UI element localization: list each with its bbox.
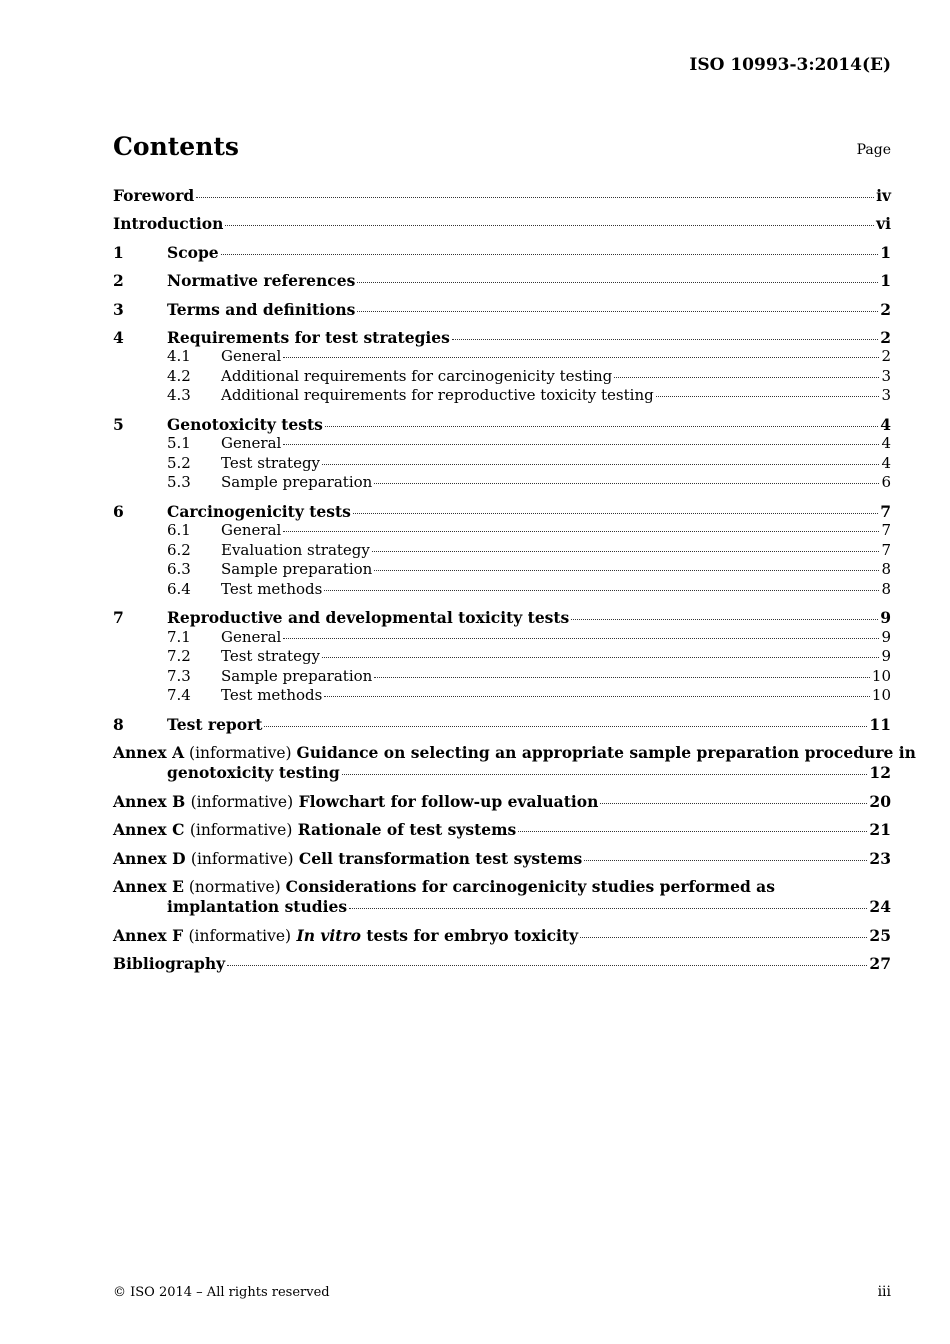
toc-entry-introduction[interactable] (113, 214, 891, 234)
toc-entry-page: 10 (871, 686, 891, 705)
dot-leader (283, 531, 879, 532)
toc-entry-annex-a[interactable] (113, 742, 916, 783)
subclause-label: Sample preparation (221, 473, 373, 492)
annex-type: (informative) (189, 821, 293, 840)
dot-leader (584, 860, 867, 861)
subclause-number: 5.2 (167, 453, 191, 472)
subclause-label: Additional requirements for reproductive toxicity testing (221, 386, 654, 405)
toc-entry-clause-1[interactable] (113, 243, 891, 263)
toc-entry-page: 11 (869, 714, 891, 734)
dot-leader (324, 696, 870, 697)
subclause-number: 7.3 (167, 666, 191, 685)
toc-entry-page: vi (876, 214, 891, 234)
toc-entry-page: 6 (881, 473, 891, 492)
dot-leader (372, 551, 880, 552)
subclause-label: Sample preparation (221, 666, 373, 685)
toc-entry-page: iv (876, 186, 891, 205)
toc-entry-label: Foreword (113, 186, 195, 205)
dot-leader (580, 937, 867, 938)
subclause-label: General (221, 347, 282, 366)
toc-entry-subclause-6-1[interactable] (113, 521, 891, 541)
clause-list (113, 243, 891, 734)
subclause-label: Test methods (221, 686, 323, 705)
footer-page-number: iii (877, 1284, 891, 1300)
clause-number: 6 (113, 501, 124, 521)
dot-leader (322, 464, 879, 465)
dot-leader (264, 726, 867, 727)
annex-title-line2: implantation studies (167, 897, 348, 917)
clause-label: Reproductive and developmental toxicity tests (167, 608, 570, 628)
footer-copyright: © ISO 2014 – All rights reserved (113, 1285, 330, 1300)
subclause-label: Sample preparation (221, 560, 373, 579)
subclause-number: 7.2 (167, 647, 191, 666)
dot-leader (221, 254, 879, 255)
toc-entry-page: 7 (880, 501, 891, 521)
dot-leader (353, 513, 878, 514)
toc-entry-page: 1 (880, 271, 891, 291)
toc-entry-page: 7 (881, 521, 891, 540)
toc-entry-page: 9 (880, 608, 891, 628)
clause-number: 3 (113, 299, 124, 319)
toc-entry-page: 4 (880, 414, 891, 434)
subclause-label: Test methods (221, 579, 323, 598)
clause-label: Normative references (167, 271, 356, 291)
dot-leader (357, 311, 878, 312)
toc-entry-page: 20 (869, 791, 891, 811)
annex-name: Annex B (113, 791, 186, 811)
toc-entry-page: 2 (880, 299, 891, 319)
toc-entry-annex-e[interactable] (113, 877, 891, 917)
toc-entry-page: 10 (871, 666, 891, 685)
toc-entry-annex-d[interactable] (113, 849, 891, 869)
toc-entry-page: 7 (881, 540, 891, 559)
toc-entry-page: 1 (880, 242, 891, 262)
toc-entry-page: 9 (881, 647, 891, 666)
dot-leader (374, 677, 870, 678)
toc-entry-clause-4[interactable] (113, 328, 891, 348)
clause-number: 8 (113, 714, 124, 734)
dot-leader (227, 965, 867, 966)
annex-type: (informative) (188, 926, 292, 945)
toc-entry-subclause-6-3[interactable] (113, 560, 891, 580)
toc-entry-clause-5[interactable] (113, 415, 891, 435)
dot-leader (518, 831, 867, 832)
annex-type: (informative) (189, 743, 292, 762)
toc-entry-subclause-4-2[interactable] (113, 367, 891, 387)
toc-entry-annex-f[interactable] (113, 926, 891, 946)
toc-entry-subclause-6-4[interactable] (113, 580, 891, 600)
clause-number: 4 (113, 327, 124, 347)
toc-entry-page: 24 (869, 897, 891, 917)
clause-label: Requirements for test strategies (167, 327, 450, 347)
subclause-number: 6.1 (167, 521, 191, 540)
toc-entry-annex-b[interactable] (113, 792, 891, 812)
toc-entry-subclause-7-3[interactable] (113, 667, 891, 687)
dot-leader (283, 357, 879, 358)
clause-number: 7 (113, 608, 124, 628)
subclause-number: 6.4 (167, 579, 191, 598)
toc-entry-clause-3[interactable] (113, 300, 891, 320)
dot-leader (342, 774, 868, 775)
toc-entry-foreword[interactable] (113, 186, 891, 206)
page-column-label: Page (856, 142, 891, 158)
toc-entry-page: 4 (881, 434, 891, 453)
toc-entry-clause-6[interactable] (113, 502, 891, 522)
subclause-label: General (221, 434, 282, 453)
toc-entry-page: 8 (881, 560, 891, 579)
subclause-label: Test strategy (221, 647, 321, 666)
subclause-label: General (221, 521, 282, 540)
annex-title: tests for embryo toxicity (366, 925, 579, 945)
annex-name: Annex D (113, 848, 186, 868)
toc-entry-page: 12 (869, 763, 891, 783)
toc-entry-subclause-7-1[interactable] (113, 628, 891, 648)
annex-type: (normative) (188, 877, 281, 896)
toc-entry-page: 9 (881, 627, 891, 646)
table-of-contents (113, 186, 916, 974)
clause-number: 2 (113, 271, 124, 291)
toc-entry-clause-8[interactable] (113, 715, 891, 735)
dot-leader (283, 444, 879, 445)
subclause-number: 7.4 (167, 686, 191, 705)
toc-entry-page: 4 (881, 453, 891, 472)
subclause-label: Test strategy (221, 453, 321, 472)
toc-entry-page: 2 (880, 327, 891, 347)
subclause-number: 4.1 (167, 347, 191, 366)
dot-leader (614, 377, 879, 378)
clause-number: 5 (113, 414, 124, 434)
dot-leader (656, 396, 880, 397)
toc-entry-subclause-4-1[interactable] (113, 347, 891, 367)
toc-entry-bibliography[interactable] (113, 954, 891, 974)
dot-leader (374, 483, 879, 484)
contents-title: Contents (113, 132, 240, 161)
toc-entry-page: 3 (881, 386, 891, 405)
toc-entry-page: 27 (869, 954, 891, 974)
clause-label: Test report (167, 714, 263, 734)
toc-entry-page: 25 (869, 925, 891, 945)
toc-entry-subclause-5-2[interactable] (113, 454, 891, 474)
subclause-number: 5.3 (167, 473, 191, 492)
dot-leader (322, 657, 879, 658)
toc-entry-page: 2 (881, 347, 891, 366)
toc-entry-clause-7[interactable] (113, 608, 891, 628)
annex-type: (informative) (190, 849, 294, 868)
dot-leader (225, 225, 874, 226)
clause-label: Genotoxicity tests (167, 414, 323, 434)
subclause-number: 4.2 (167, 366, 191, 385)
toc-entry-subclause-7-4[interactable] (113, 686, 891, 706)
annex-title-line1: Guidance on selecting an appropriate sample preparation procedure in (296, 742, 916, 762)
dot-leader (283, 638, 879, 639)
annex-title-line2: genotoxicity testing (167, 763, 340, 783)
subclause-number: 6.3 (167, 560, 191, 579)
annex-name: Annex C (113, 820, 185, 840)
toc-entry-label: Bibliography (113, 954, 226, 974)
dot-leader (452, 339, 878, 340)
subclause-number: 7.1 (167, 627, 191, 646)
clause-label: Carcinogenicity tests (167, 501, 351, 521)
dot-leader (324, 590, 879, 591)
annex-name: Annex E (113, 876, 184, 896)
toc-entry-label: Introduction (113, 214, 224, 234)
dot-leader (349, 908, 867, 909)
document-page (113, 0, 916, 1344)
contents-header (113, 132, 891, 164)
subclause-label: Additional requirements for carcinogenicity testing (221, 366, 613, 385)
subclause-label: General (221, 627, 282, 646)
dot-leader (357, 282, 878, 283)
clause-label: Scope (167, 242, 219, 262)
annex-type: (informative) (190, 792, 294, 811)
subclause-label: Evaluation strategy (221, 540, 370, 559)
annex-title-italic: In vitro (296, 925, 361, 945)
subclause-number: 4.3 (167, 386, 191, 405)
dot-leader (374, 570, 879, 571)
subclause-number: 6.2 (167, 540, 191, 559)
dot-leader (325, 426, 878, 427)
clause-label: Terms and definitions (167, 299, 356, 319)
annex-title: Cell transformation test systems (298, 848, 583, 868)
annex-title: Rationale of test systems (297, 820, 517, 840)
annex-name: Annex F (113, 925, 184, 945)
dot-leader (196, 197, 874, 198)
toc-entry-subclause-7-2[interactable] (113, 647, 891, 667)
toc-entry-subclause-5-1[interactable] (113, 434, 891, 454)
toc-entry-clause-2[interactable] (113, 271, 891, 291)
dot-leader (571, 619, 878, 620)
dot-leader (600, 803, 867, 804)
document-id: ISO 10993-3:2014(E) (689, 55, 891, 75)
toc-entry-annex-c[interactable] (113, 820, 891, 840)
annex-title: Flowchart for follow-up evaluation (298, 791, 599, 811)
toc-entry-page: 8 (881, 579, 891, 598)
toc-entry-page: 21 (869, 820, 891, 840)
toc-entry-subclause-6-2[interactable] (113, 541, 891, 561)
toc-entry-subclause-4-3[interactable] (113, 386, 891, 406)
subclause-number: 5.1 (167, 434, 191, 453)
toc-entry-subclause-5-3[interactable] (113, 473, 891, 493)
annex-title-line1: Considerations for carcinogenicity studies performed as (285, 876, 775, 896)
annex-name: Annex A (113, 742, 185, 762)
clause-number: 1 (113, 242, 124, 262)
toc-entry-page: 3 (881, 366, 891, 385)
toc-entry-page: 23 (869, 848, 891, 868)
